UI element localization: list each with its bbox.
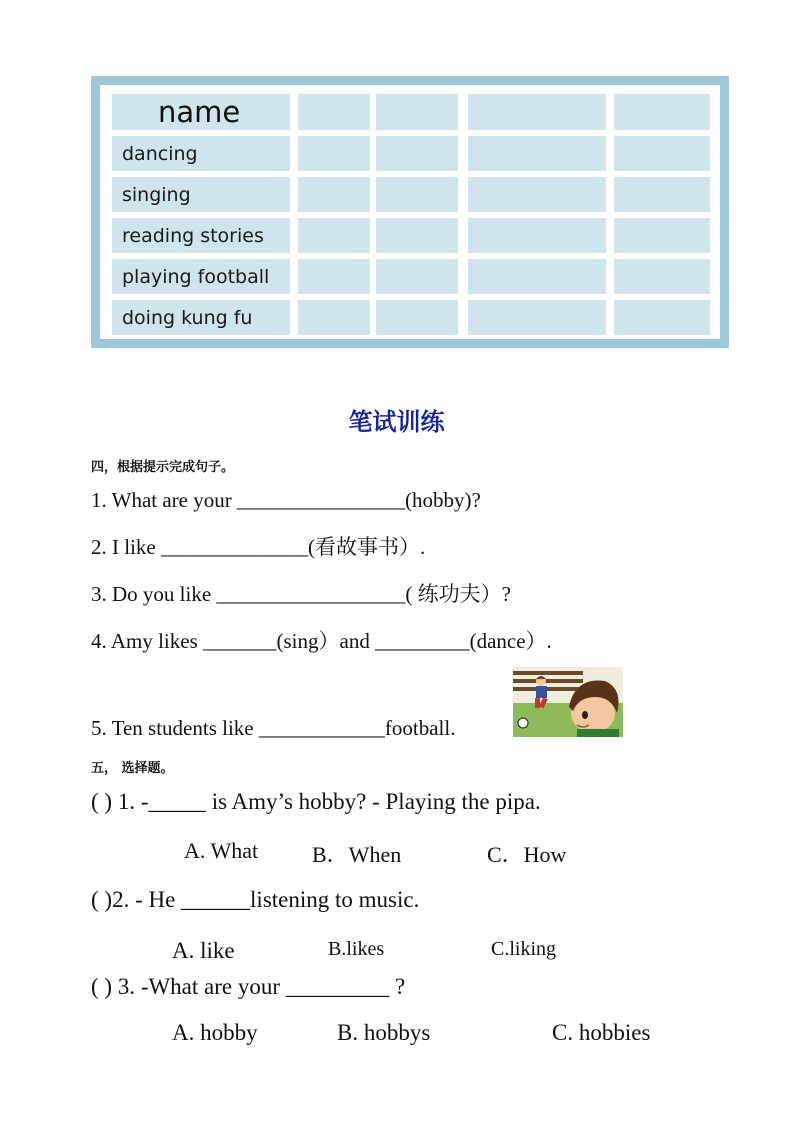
answer-cell[interactable] (376, 94, 458, 130)
option-a[interactable]: A. hobby (172, 1020, 258, 1045)
question-2-options (0, 938, 793, 968)
table-row-label: dancing (112, 136, 290, 171)
answer-cell[interactable] (376, 218, 458, 253)
answer-cell[interactable] (614, 94, 710, 130)
sentence-item: 1. What are your ________________(hobby)? (91, 488, 481, 512)
question-3-stem: ( ) 3. -What are your _________ ? (91, 974, 406, 999)
answer-cell[interactable] (298, 94, 370, 130)
table-header-name: name (112, 94, 290, 130)
answer-cell[interactable] (376, 259, 458, 294)
answer-cell[interactable] (298, 218, 370, 253)
answer-cell[interactable] (614, 259, 710, 294)
question-3-options (0, 1020, 793, 1050)
answer-cell[interactable] (298, 300, 370, 335)
sentence-item: 5. Ten students like ____________football. (91, 716, 456, 740)
football-illustration (513, 667, 623, 737)
table-row-label: playing football (112, 259, 290, 294)
question-1-stem: ( ) 1. -_____ is Amy’s hobby? - Playing the pipa. (91, 789, 541, 814)
section-title: 笔试训练 (348, 407, 445, 436)
answer-cell[interactable] (298, 136, 370, 171)
table-grid (100, 85, 720, 339)
sentence-item: 2. I like ______________(看故事书）. (91, 535, 426, 559)
answer-cell[interactable] (614, 218, 710, 253)
option-a[interactable]: A. like (172, 938, 235, 963)
answer-cell[interactable] (468, 136, 606, 171)
table-row-label: reading stories (112, 218, 290, 253)
answer-cell[interactable] (376, 300, 458, 335)
option-c[interactable]: C. hobbies (552, 1020, 651, 1045)
answer-cell[interactable] (376, 136, 458, 171)
answer-cell[interactable] (376, 177, 458, 212)
table-row-label: singing (112, 177, 290, 212)
part4-heading: 四，根据提示完成句子。 (91, 460, 235, 475)
sentence-item: 3. Do you like __________________( 练功夫）? (91, 582, 511, 606)
answer-cell[interactable] (298, 177, 370, 212)
question-1-options (0, 838, 793, 868)
answer-cell[interactable] (468, 300, 606, 335)
answer-cell[interactable] (468, 94, 606, 130)
answer-cell[interactable] (614, 136, 710, 171)
hobby-survey-table (91, 76, 729, 348)
answer-cell[interactable] (468, 259, 606, 294)
part5-heading: 五， 选择题。 (91, 761, 174, 776)
answer-cell[interactable] (468, 218, 606, 253)
option-a[interactable]: A. What (184, 838, 259, 863)
table-row-label: doing kung fu (112, 300, 290, 335)
option-c[interactable]: C．How (487, 842, 567, 867)
answer-cell[interactable] (614, 300, 710, 335)
option-b[interactable]: B．When (312, 842, 402, 867)
option-c[interactable]: C.liking (491, 938, 557, 960)
answer-cell[interactable] (298, 259, 370, 294)
option-b[interactable]: B.likes (328, 938, 385, 960)
sentence-item: 4. Amy likes _______(sing）and _________(dance）. (91, 629, 552, 653)
question-2-stem: ( )2. - He ______listening to music. (91, 887, 420, 912)
answer-cell[interactable] (468, 177, 606, 212)
answer-cell[interactable] (614, 177, 710, 212)
option-b[interactable]: B. hobbys (337, 1020, 431, 1045)
